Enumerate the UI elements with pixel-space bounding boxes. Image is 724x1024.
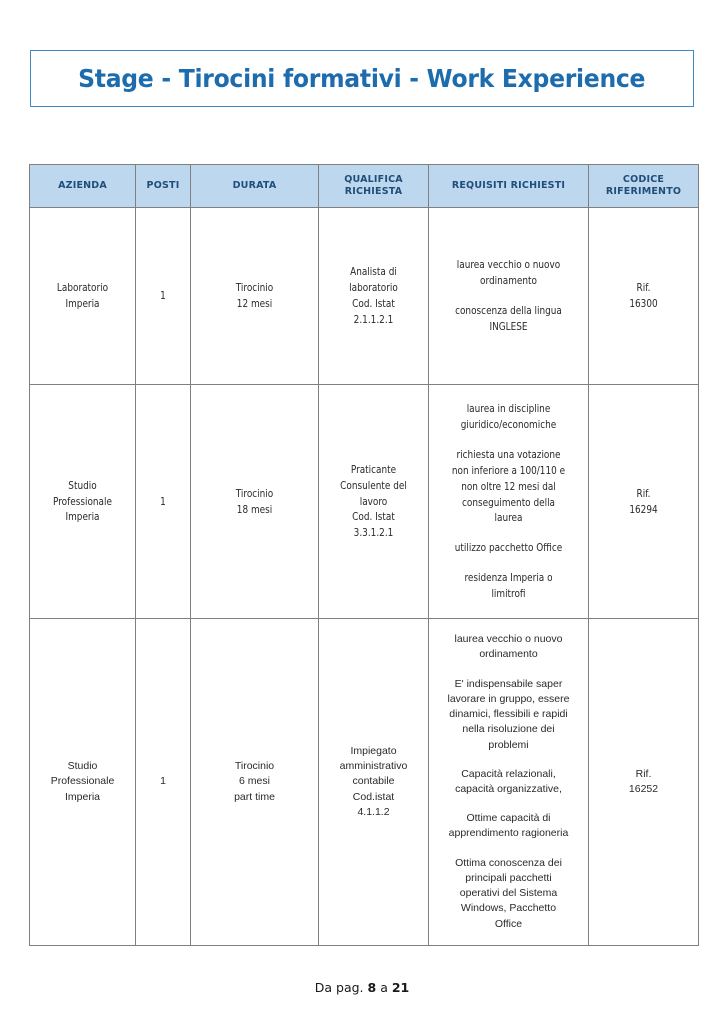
- cell-requisiti: [429, 385, 589, 619]
- requisiti-paragraph: conoscenza della lingua INGLESE: [455, 304, 562, 333]
- cell-azienda: [30, 208, 136, 385]
- column-header-requisiti-line1: REQUISITI RICHIESTI: [451, 180, 566, 192]
- jobs-table-container: [29, 164, 698, 946]
- posti-text: 1: [160, 289, 166, 303]
- column-header-codice-line1: CODICE: [622, 174, 665, 186]
- cell-posti: [136, 619, 191, 946]
- requisiti-paragraph: richiesta una votazione non inferiore a 100/110 e non oltre 12 mesi dal conseguimento della laurea: [451, 447, 566, 525]
- cell-qualifica: [319, 619, 429, 946]
- cell-codice: [589, 208, 699, 385]
- column-header-durata: [191, 165, 319, 208]
- requisiti-paragraph: E' indispensabile saper lavorare in gruppo, essere dinamici, flessibili e rapidi nella risoluzione dei problemi: [447, 677, 570, 751]
- cell-requisiti: [429, 619, 589, 946]
- column-header-requisiti: [429, 165, 589, 208]
- cell-azienda: [30, 385, 136, 619]
- qualifica-text: Analista di laboratorio Cod. Istat 2.1.1.2.1: [349, 265, 398, 326]
- column-header-posti: [136, 165, 191, 208]
- column-header-codice: [589, 165, 699, 208]
- cell-durata: [191, 208, 319, 385]
- jobs-table: [29, 164, 699, 946]
- page-title-box: [30, 50, 694, 107]
- requisiti-paragraph: laurea vecchio o nuovo ordinamento: [456, 258, 561, 288]
- cell-durata: [191, 619, 319, 946]
- requisiti-paragraph: Ottime capacità di apprendimento ragioneria: [448, 812, 569, 840]
- column-header-qualifica-line1: QUALIFICA: [344, 174, 403, 186]
- column-header-codice-line2: RIFERIMENTO: [605, 186, 682, 197]
- footer-to-page: 21: [391, 980, 410, 995]
- durata-text: Tirocinio 12 mesi: [235, 281, 274, 310]
- cell-azienda: [30, 619, 136, 946]
- azienda-text: Laboratorio Imperia: [56, 281, 109, 310]
- requisiti-text: [437, 257, 580, 335]
- table-body: [30, 208, 699, 946]
- column-header-qualifica-line2: RICHIESTA: [344, 186, 403, 197]
- posti-text: 1: [160, 775, 166, 788]
- cell-codice: [589, 385, 699, 619]
- cell-codice: [589, 619, 699, 946]
- table-header: [30, 165, 699, 208]
- page-title: Stage - Tirocini formativi - Work Experience: [78, 64, 646, 93]
- requisiti-paragraph: Capacità relazionali, capacità organizzative,: [455, 767, 562, 795]
- cell-qualifica: [319, 385, 429, 619]
- footer-from-page: 8: [367, 980, 377, 995]
- codice-text: Rif. 16294: [629, 486, 658, 516]
- column-header-azienda: [30, 165, 136, 208]
- codice-text: Rif. 16300: [629, 281, 658, 310]
- requisiti-paragraph: laurea vecchio o nuovo ordinamento: [454, 633, 563, 661]
- requisiti-text: [437, 401, 580, 602]
- cell-durata: [191, 385, 319, 619]
- codice-text: Rif. 16252: [628, 767, 659, 795]
- cell-posti: [136, 208, 191, 385]
- requisiti-paragraph: laurea in discipline giuridico/economiche: [460, 401, 557, 431]
- table-row: [30, 208, 699, 385]
- qualifica-text: Impiegato amministrativo contabile Cod.istat 4.1.1.2: [339, 744, 408, 818]
- column-header-durata-line1: DURATA: [232, 180, 277, 192]
- requisiti-paragraph: residenza Imperia o limitrofi: [464, 571, 553, 601]
- requisiti-paragraph: Ottima conoscenza dei principali pacchetti operativi del Sistema Windows, Pacchetto Office: [455, 856, 562, 930]
- page-footer: [0, 980, 724, 995]
- table-header-row: [30, 165, 699, 208]
- cell-posti: [136, 385, 191, 619]
- qualifica-text: Praticante Consulente del lavoro Cod. Istat 3.3.1.2.1: [340, 462, 407, 540]
- column-header-azienda-line1: AZIENDA: [58, 180, 107, 192]
- azienda-text: Studio Professionale Imperia: [53, 478, 112, 524]
- cell-requisiti: [429, 208, 589, 385]
- posti-text: 1: [160, 494, 166, 508]
- table-row: [30, 619, 699, 946]
- durata-text: Tirocinio 6 mesi part time: [234, 760, 275, 803]
- column-header-qualifica: [319, 165, 429, 208]
- requisiti-text: [429, 632, 588, 932]
- requisiti-paragraph: utilizzo pacchetto Office: [454, 541, 563, 555]
- table-row: [30, 385, 699, 619]
- column-header-posti-line1: POSTI: [146, 180, 180, 192]
- durata-text: Tirocinio 18 mesi: [235, 486, 274, 516]
- footer-prefix: Da pag.: [314, 980, 364, 995]
- footer-middle: a: [380, 980, 388, 995]
- cell-qualifica: [319, 208, 429, 385]
- azienda-text: Studio Professionale Imperia: [50, 760, 115, 803]
